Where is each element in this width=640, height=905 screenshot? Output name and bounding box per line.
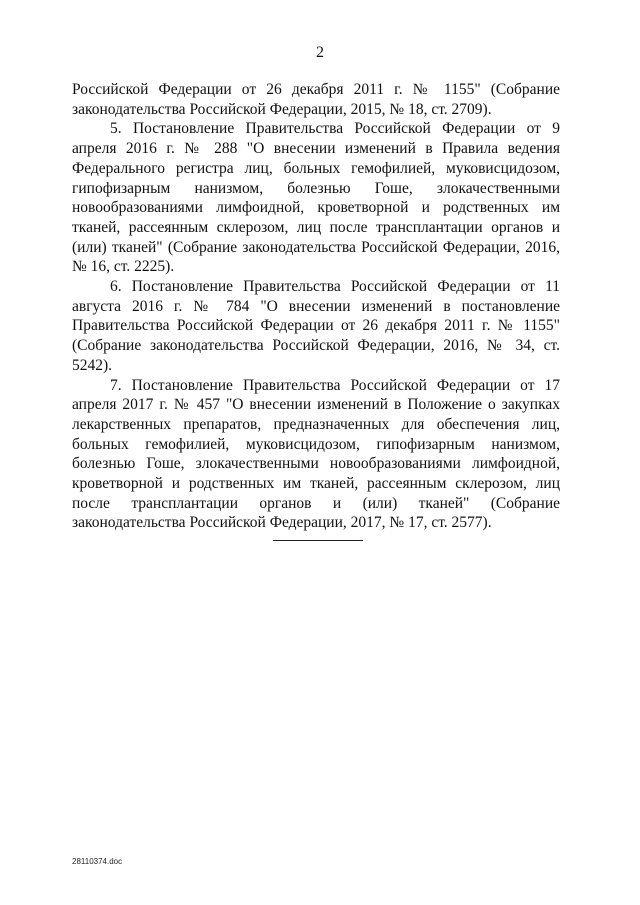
document-body (72, 80, 560, 533)
paragraph-item-5: 5. Постановление Правительства Российской Федерации от 9 апреля 2016 г. № 288 "О внесении изменений в Правила ведения Федерального регистра лиц, больных гемофилией, муковисцидозом, гипофизарным нанизмом, болезнью Гоше, злокачественными новообразованиями лимфоидной, кроветворной и родственных им тканей, рассеянным склерозом, лиц после трансплантации органов и (или) тканей" (Собрание законодательства Российской Федерации, 2016, № 16, ст. 2225). (72, 120, 560, 276)
page-number: 2 (316, 44, 324, 61)
paragraph-continuation: Российской Федерации от 26 декабря 2011 г. № 1155" (Собрание законодательства Российской Федерации, 2015, № 18, ст. 2709). (72, 81, 560, 118)
paragraph-item-6: 6. Постановление Правительства Российской Федерации от 11 августа 2016 г. № 784 "О внесении изменений в постановление Правительства Российской Федерации от 26 декабря 2011 г. № 1155" (Собрание законодательства Российской Федерации, 2016, № 34, ст. 5242). (72, 278, 560, 374)
paragraph-item-7: 7. Постановление Правительства Российской Федерации от 17 апреля 2017 г. № 457 "О внесении изменений в Положение о закупках лекарственных препаратов, предназначенных для обеспечения лиц, больных гемофилией, муковисцидозом, гипофизарным нанизмом, болезнью Гоше, злокачественными новообразованиями лимфоидной, кроветворной и родственных им тканей, рассеянным склерозом, лиц после трансплантации органов и (или) тканей" (Собрание законодательства Российской Федерации, 2017, № 17, ст. 2577). (72, 376, 560, 532)
end-separator-line (273, 540, 363, 541)
file-reference: 28110374.doc (72, 857, 123, 866)
